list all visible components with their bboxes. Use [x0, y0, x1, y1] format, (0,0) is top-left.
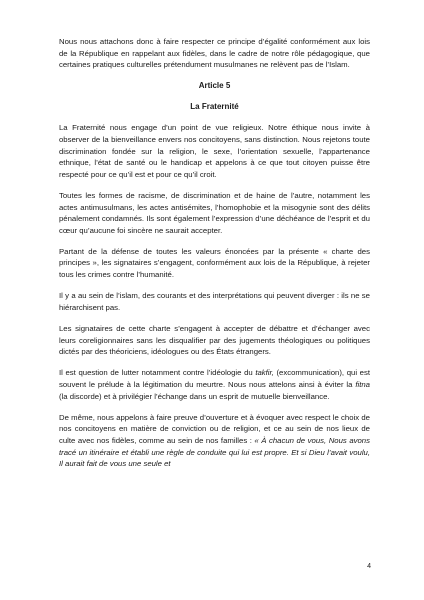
paragraph-courants: Il y a au sein de l’islam, des courants et des interprétations qui peuvent diverger : ils ne se hiérarchisent pas.	[59, 291, 370, 312]
ouverture-text: De même, nous appelons à faire preuve d’ouverture et à évoquer avec respect le choix de nos concitoyens en matière de conviction ou de religion, et ce au sein de nos lieux de culte avec nos fidèles, comme au sein de nos familles :	[59, 412, 370, 445]
article-heading: Article 5	[198, 81, 231, 91]
intro-paragraph: Nous nous attachons donc à faire respecter ce principe d’égalité conformément aux lois de la République en rappelant aux fidèles, dans le cadre de notre rôle pédagogique, que certaines pratiques culturelles prétendument musulmanes ne relèvent pas de l’Islam.	[59, 37, 370, 70]
paragraph-fraternite: La Fraternité nous engage d’un point de vue religieux. Notre éthique nous invite à observer de la bienveillance envers nos concitoyens, sans distinction. Nous rejetons toute discrimination fondée sur la religion, le sexe, l’orientation sexuelle, l’appartenance ethnique, l’état de santé ou le handicap et appelons à ce que tout citoyen puisse être respecté pour ce qu’il est et pour ce qu’il croit.	[59, 123, 370, 179]
fitna-term: fitna	[355, 380, 370, 389]
takfir-text-3: (la discorde) et à privilégier l’échange dans un esprit de mutuelle bienveillance.	[59, 391, 330, 401]
paragraph-racisme: Toutes les formes de racisme, de discrimination et de haine de l’autre, notamment les actes antimusulmans, les actes antisémites, l’homophobie et la misogynie sont des délits pénalement condamnés. Ils sont également l’expression d’une déchéance de l’esprit et du cœur qu’aucune foi sincère ne saurait accepter.	[59, 190, 370, 235]
takfir-term: takfir,	[255, 368, 274, 378]
section-heading: La Fraternité	[190, 102, 239, 112]
takfir-text-2: (excommunication), qui est souvent le prélude à la légitimation du meurtre. Nous nous attelons ainsi à éviter la	[59, 368, 370, 389]
paragraph-valeurs: Partant de la défense de toutes les valeurs énoncées par la présente « charte des principes », les signataires s’engagent, conformément aux lois de la République, à rejeter tous les crimes contre l’humanité.	[59, 246, 370, 280]
page-number: 4	[367, 563, 371, 570]
paragraph-ouverture	[59, 412, 370, 470]
paragraph-debat: Les signataires de cette charte s’engagent à accepter de débattre et d’échanger avec leurs coreligionnaires sans les disqualifier par des jugements théologiques ou politiques dictés par des théoriciens, idéologues ou des États étrangers.	[59, 324, 370, 357]
takfir-text-1: Il est question de lutter notamment contre l’idéologie du	[59, 368, 256, 378]
quran-quote: « À chacun de vous, Nous avons tracé un itinéraire et établi une règle de conduite qui lui est propre. Et si Dieu l’avait voulu, Il aurait fait de vous une seule et	[59, 435, 370, 469]
paragraph-takfir	[59, 367, 370, 402]
